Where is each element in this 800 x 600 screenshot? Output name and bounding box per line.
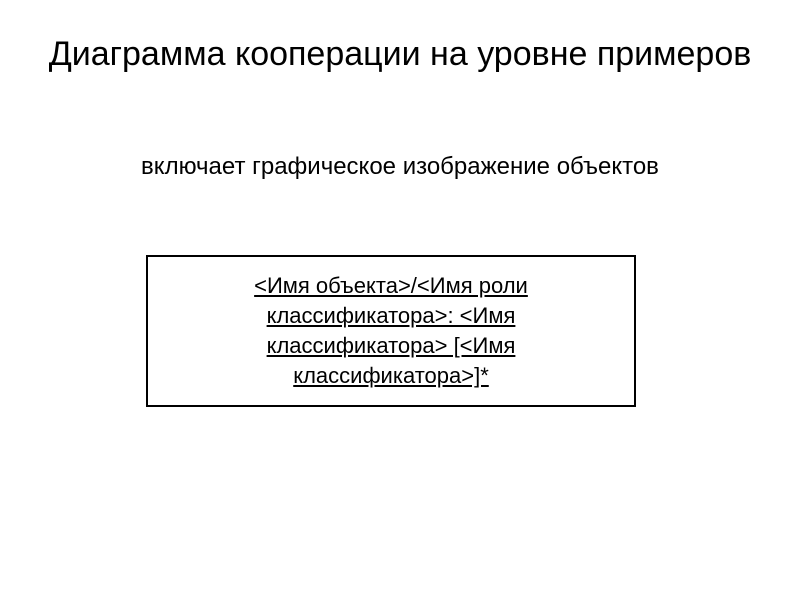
slide-subtitle: включает графическое изображение объектов: [141, 153, 659, 180]
object-notation-text: <Имя объекта>/<Имя роли классификатора>: <Имя классификатора> [<Имя классификатора>]*: [254, 273, 528, 388]
object-notation-box: [146, 255, 636, 407]
slide-title: Диаграмма кооперации на уровне примеров: [48, 35, 752, 73]
